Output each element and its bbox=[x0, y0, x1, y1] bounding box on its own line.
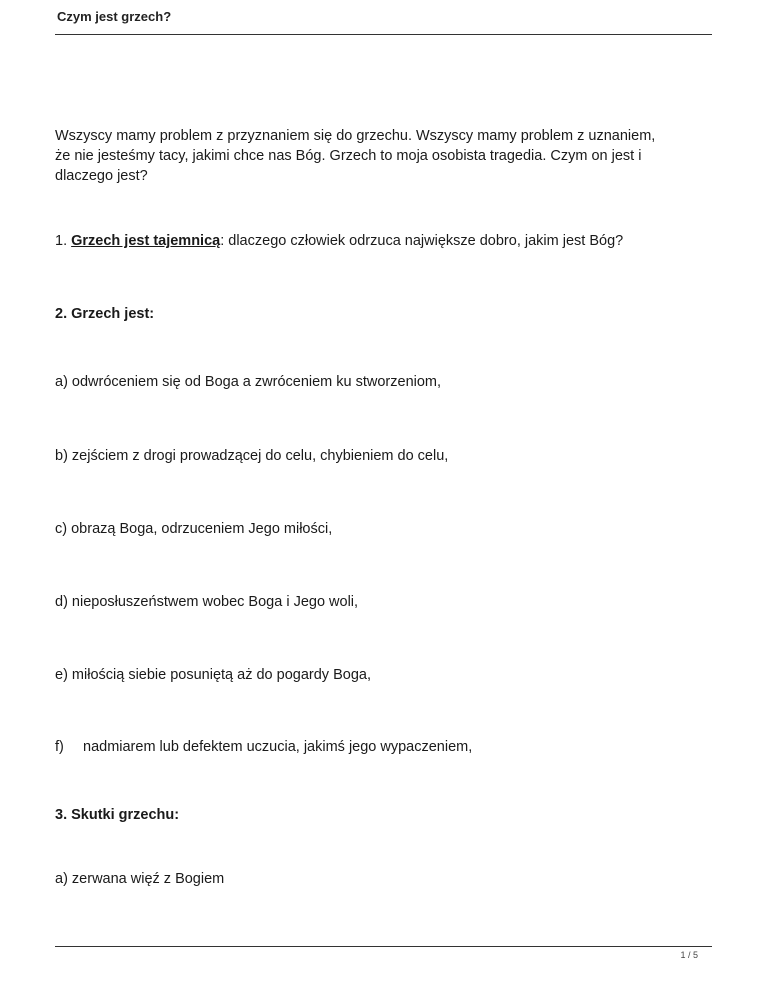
section-1-bold: Grzech jest tajemnicą bbox=[71, 233, 221, 249]
intro-paragraph bbox=[55, 126, 715, 186]
page-number: 1 / 5 bbox=[680, 950, 698, 960]
intro-line: Wszyscy mamy problem z przyznaniem się do grzechu. Wszyscy mamy problem z uznaniem, bbox=[55, 128, 656, 144]
intro-line: że nie jesteśmy tacy, jakimi chce nas Bóg. Grzech to moja osobista tragedia. Czym on jest i bbox=[55, 148, 642, 164]
list-item: b) zejściem z drogi prowadzącej do celu, chybieniem do celu, bbox=[55, 448, 449, 464]
list-item: c) obrazą Boga, odrzuceniem Jego miłości, bbox=[55, 521, 333, 537]
section-2-heading: 2. Grzech jest: bbox=[55, 306, 155, 322]
intro-line: dlaczego jest? bbox=[55, 168, 148, 184]
list-item-f bbox=[55, 737, 472, 757]
section-1-number: 1. bbox=[55, 233, 68, 249]
section-3-heading: 3. Skutki grzechu: bbox=[55, 807, 180, 823]
page-header-title: Czym jest grzech? bbox=[57, 9, 172, 24]
section-1 bbox=[55, 231, 623, 251]
list-item: d) nieposłuszeństwem wobec Boga i Jego woli, bbox=[55, 594, 359, 610]
list-item: a) odwróceniem się od Boga a zwróceniem ku stworzeniom, bbox=[55, 374, 442, 390]
list-item-f-text: nadmiarem lub defektem uczucia, jakimś jego wypaczeniem, bbox=[83, 739, 473, 755]
list-item: a) zerwana więź z Bogiem bbox=[55, 871, 225, 887]
section-1-text: : dlaczego człowiek odrzuca największe dobro, jakim jest Bóg? bbox=[220, 233, 624, 249]
list-item: e) miłością siebie posuniętą aż do pogardy Boga, bbox=[55, 667, 371, 683]
list-item-f-label: f) bbox=[55, 739, 64, 755]
header-divider bbox=[55, 34, 712, 35]
footer-divider bbox=[55, 946, 712, 947]
